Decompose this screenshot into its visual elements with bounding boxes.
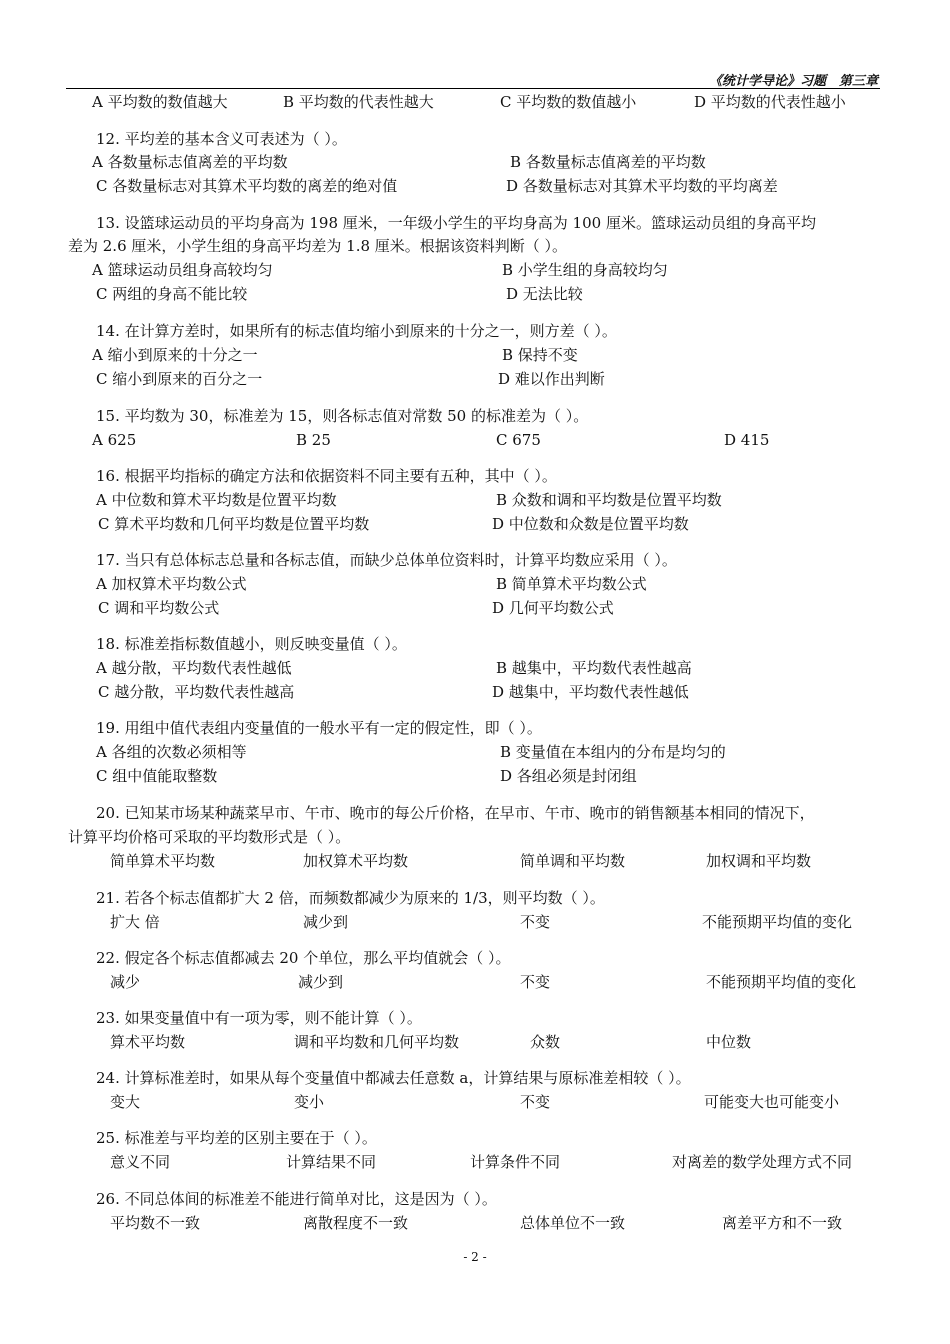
q20-option-a: 简单算术平均数 (110, 852, 216, 870)
q26-text: 26. 不同总体间的标准差不能进行简单对比，这是因为（ ）。 (96, 1190, 497, 1208)
q24-option-a: 变大 (110, 1093, 141, 1111)
q19-option-a: A 各组的次数必须相等 (96, 743, 247, 761)
q25-option-c: 计算条件不同 (470, 1153, 561, 1171)
q20-text-line2: 计算平均价格可采取的平均数形式是（ ）。 (68, 828, 351, 846)
q20-option-c: 简单调和平均数 (520, 852, 626, 870)
q19-text: 19. 用组中值代表组内变量值的一般水平有一定的假定性，即（ ）。 (96, 719, 542, 737)
q23-option-c: 众数 (530, 1033, 561, 1051)
q22-option-c: 不变 (520, 973, 551, 991)
q12-option-a: A 各数量标志值离差的平均数 (92, 153, 288, 171)
q14-option-b: B 保持不变 (502, 346, 578, 364)
q15-option-b: B 25 (296, 431, 331, 449)
q18-option-c: C 越分散，平均数代表性越高 (98, 683, 295, 701)
header-title: 《统计学导论》习题 第三章 (708, 74, 878, 89)
q24-option-b: 变小 (294, 1093, 325, 1111)
q23-text: 23. 如果变量值中有一项为零，则不能计算（ ）。 (96, 1009, 422, 1027)
q18-text: 18. 标准差指标数值越小，则反映变量值（ ）。 (96, 635, 407, 653)
q14-text: 14. 在计算方差时，如果所有的标志值均缩小到原来的十分之一，则方差（ ）。 (96, 322, 617, 340)
q20-option-b: 加权算术平均数 (303, 852, 409, 870)
q23-option-b: 调和平均数和几何平均数 (294, 1033, 460, 1051)
q13-option-b: B 小学生组的身高较均匀 (502, 261, 668, 279)
q16-option-c: C 算术平均数和几何平均数是位置平均数 (98, 515, 370, 533)
q16-text: 16. 根据平均指标的确定方法和依据资料不同主要有五种，其中（ ）。 (96, 467, 557, 485)
q20-text-line1: 20. 已知某市场某种蔬菜早市、午市、晚市的每公斤价格，在早市、午市、晚市的销售额基本相同的情况下， (96, 804, 815, 822)
q23-option-d: 中位数 (706, 1033, 752, 1051)
q24-option-d: 可能变大也可能变小 (704, 1093, 840, 1111)
q12-option-b: B 各数量标志值离差的平均数 (510, 153, 706, 171)
q11-option-b: B 平均数的代表性越大 (283, 93, 434, 111)
q21-option-a: 扩大 倍 (110, 913, 160, 931)
q24-text: 24. 计算标准差时，如果从每个变量值中都减去任意数 a，计算结果与原标准差相较（ ）。 (96, 1069, 691, 1087)
q14-option-c: C 缩小到原来的百分之一 (96, 370, 263, 388)
q12-option-c: C 各数量标志对其算术平均数的离差的绝对值 (96, 177, 398, 195)
q21-option-c: 不变 (520, 913, 551, 931)
q22-option-b: 减少到 (298, 973, 344, 991)
q13-text-line2: 差为 2.6 厘米，小学生组的身高平均差为 1.8 厘米。根据该资料判断（ ）。 (68, 237, 568, 255)
q15-option-d: D 415 (724, 431, 770, 449)
q16-option-b: B 众数和调和平均数是位置平均数 (496, 491, 722, 509)
q14-option-a: A 缩小到原来的十分之一 (92, 346, 258, 364)
q26-option-a: 平均数不一致 (110, 1214, 201, 1232)
q19-option-d: D 各组必须是封闭组 (500, 767, 637, 785)
q18-option-b: B 越集中，平均数代表性越高 (496, 659, 692, 677)
q25-option-a: 意义不同 (110, 1153, 171, 1171)
q15-option-c: C 675 (496, 431, 541, 449)
page-number: - 2 - (463, 1250, 487, 1264)
q21-option-b: 减少到 (303, 913, 349, 931)
q14-option-d: D 难以作出判断 (498, 370, 605, 388)
q21-text: 21. 若各个标志值都扩大 2 倍，而频数都减少为原来的 1/3，则平均数（ ）。 (96, 889, 605, 907)
q19-option-b: B 变量值在本组内的分布是均匀的 (500, 743, 726, 761)
q11-option-a: A 平均数的数值越大 (92, 93, 228, 111)
q11-option-c: C 平均数的数值越小 (500, 93, 637, 111)
q25-text: 25. 标准差与平均差的区别主要在于（ ）。 (96, 1129, 377, 1147)
q12-option-d: D 各数量标志对其算术平均数的平均离差 (506, 177, 778, 195)
q19-option-c: C 组中值能取整数 (96, 767, 218, 785)
q26-option-d: 离差平方和不一致 (722, 1214, 843, 1232)
q13-option-d: D 无法比较 (506, 285, 583, 303)
q22-text: 22. 假定各个标志值都减去 20 个单位，那么平均值就会（ ）。 (96, 949, 511, 967)
q13-option-c: C 两组的身高不能比较 (96, 285, 248, 303)
q17-text: 17. 当只有总体标志总量和各标志值，而缺少总体单位资料时，计算平均数应采用（ ）。 (96, 551, 677, 569)
q25-option-b: 计算结果不同 (286, 1153, 377, 1171)
q12-text: 12. 平均差的基本含义可表述为（ ）。 (96, 130, 347, 148)
q13-text-line1: 13. 设篮球运动员的平均身高为 198 厘米，一年级小学生的平均身高为 100 厘米。篮球运动员组的身高平均 (96, 214, 816, 232)
q24-option-c: 不变 (520, 1093, 551, 1111)
q18-option-d: D 越集中，平均数代表性越低 (492, 683, 689, 701)
q23-option-a: 算术平均数 (110, 1033, 186, 1051)
q16-option-d: D 中位数和众数是位置平均数 (492, 515, 689, 533)
q21-option-d: 不能预期平均值的变化 (702, 913, 853, 931)
q11-option-d: D 平均数的代表性越小 (694, 93, 846, 111)
q26-option-b: 离散程度不一致 (303, 1214, 409, 1232)
q17-option-d: D 几何平均数公式 (492, 599, 614, 617)
q20-option-d: 加权调和平均数 (706, 852, 812, 870)
q22-option-d: 不能预期平均值的变化 (706, 973, 857, 991)
q16-option-a: A 中位数和算术平均数是位置平均数 (96, 491, 337, 509)
q18-option-a: A 越分散，平均数代表性越低 (96, 659, 292, 677)
q15-text: 15. 平均数为 30，标准差为 15，则各标志值对常数 50 的标准差为（ ）。 (96, 407, 589, 425)
q26-option-c: 总体单位不一致 (520, 1214, 626, 1232)
q25-option-d: 对离差的数学处理方式不同 (672, 1153, 853, 1171)
page-header (66, 68, 880, 89)
q13-option-a: A 篮球运动员组身高较均匀 (92, 261, 273, 279)
q17-option-a: A 加权算术平均数公式 (96, 575, 247, 593)
q15-option-a: A 625 (92, 431, 137, 449)
q17-option-c: C 调和平均数公式 (98, 599, 220, 617)
q17-option-b: B 简单算术平均数公式 (496, 575, 647, 593)
q22-option-a: 减少 (110, 973, 141, 991)
